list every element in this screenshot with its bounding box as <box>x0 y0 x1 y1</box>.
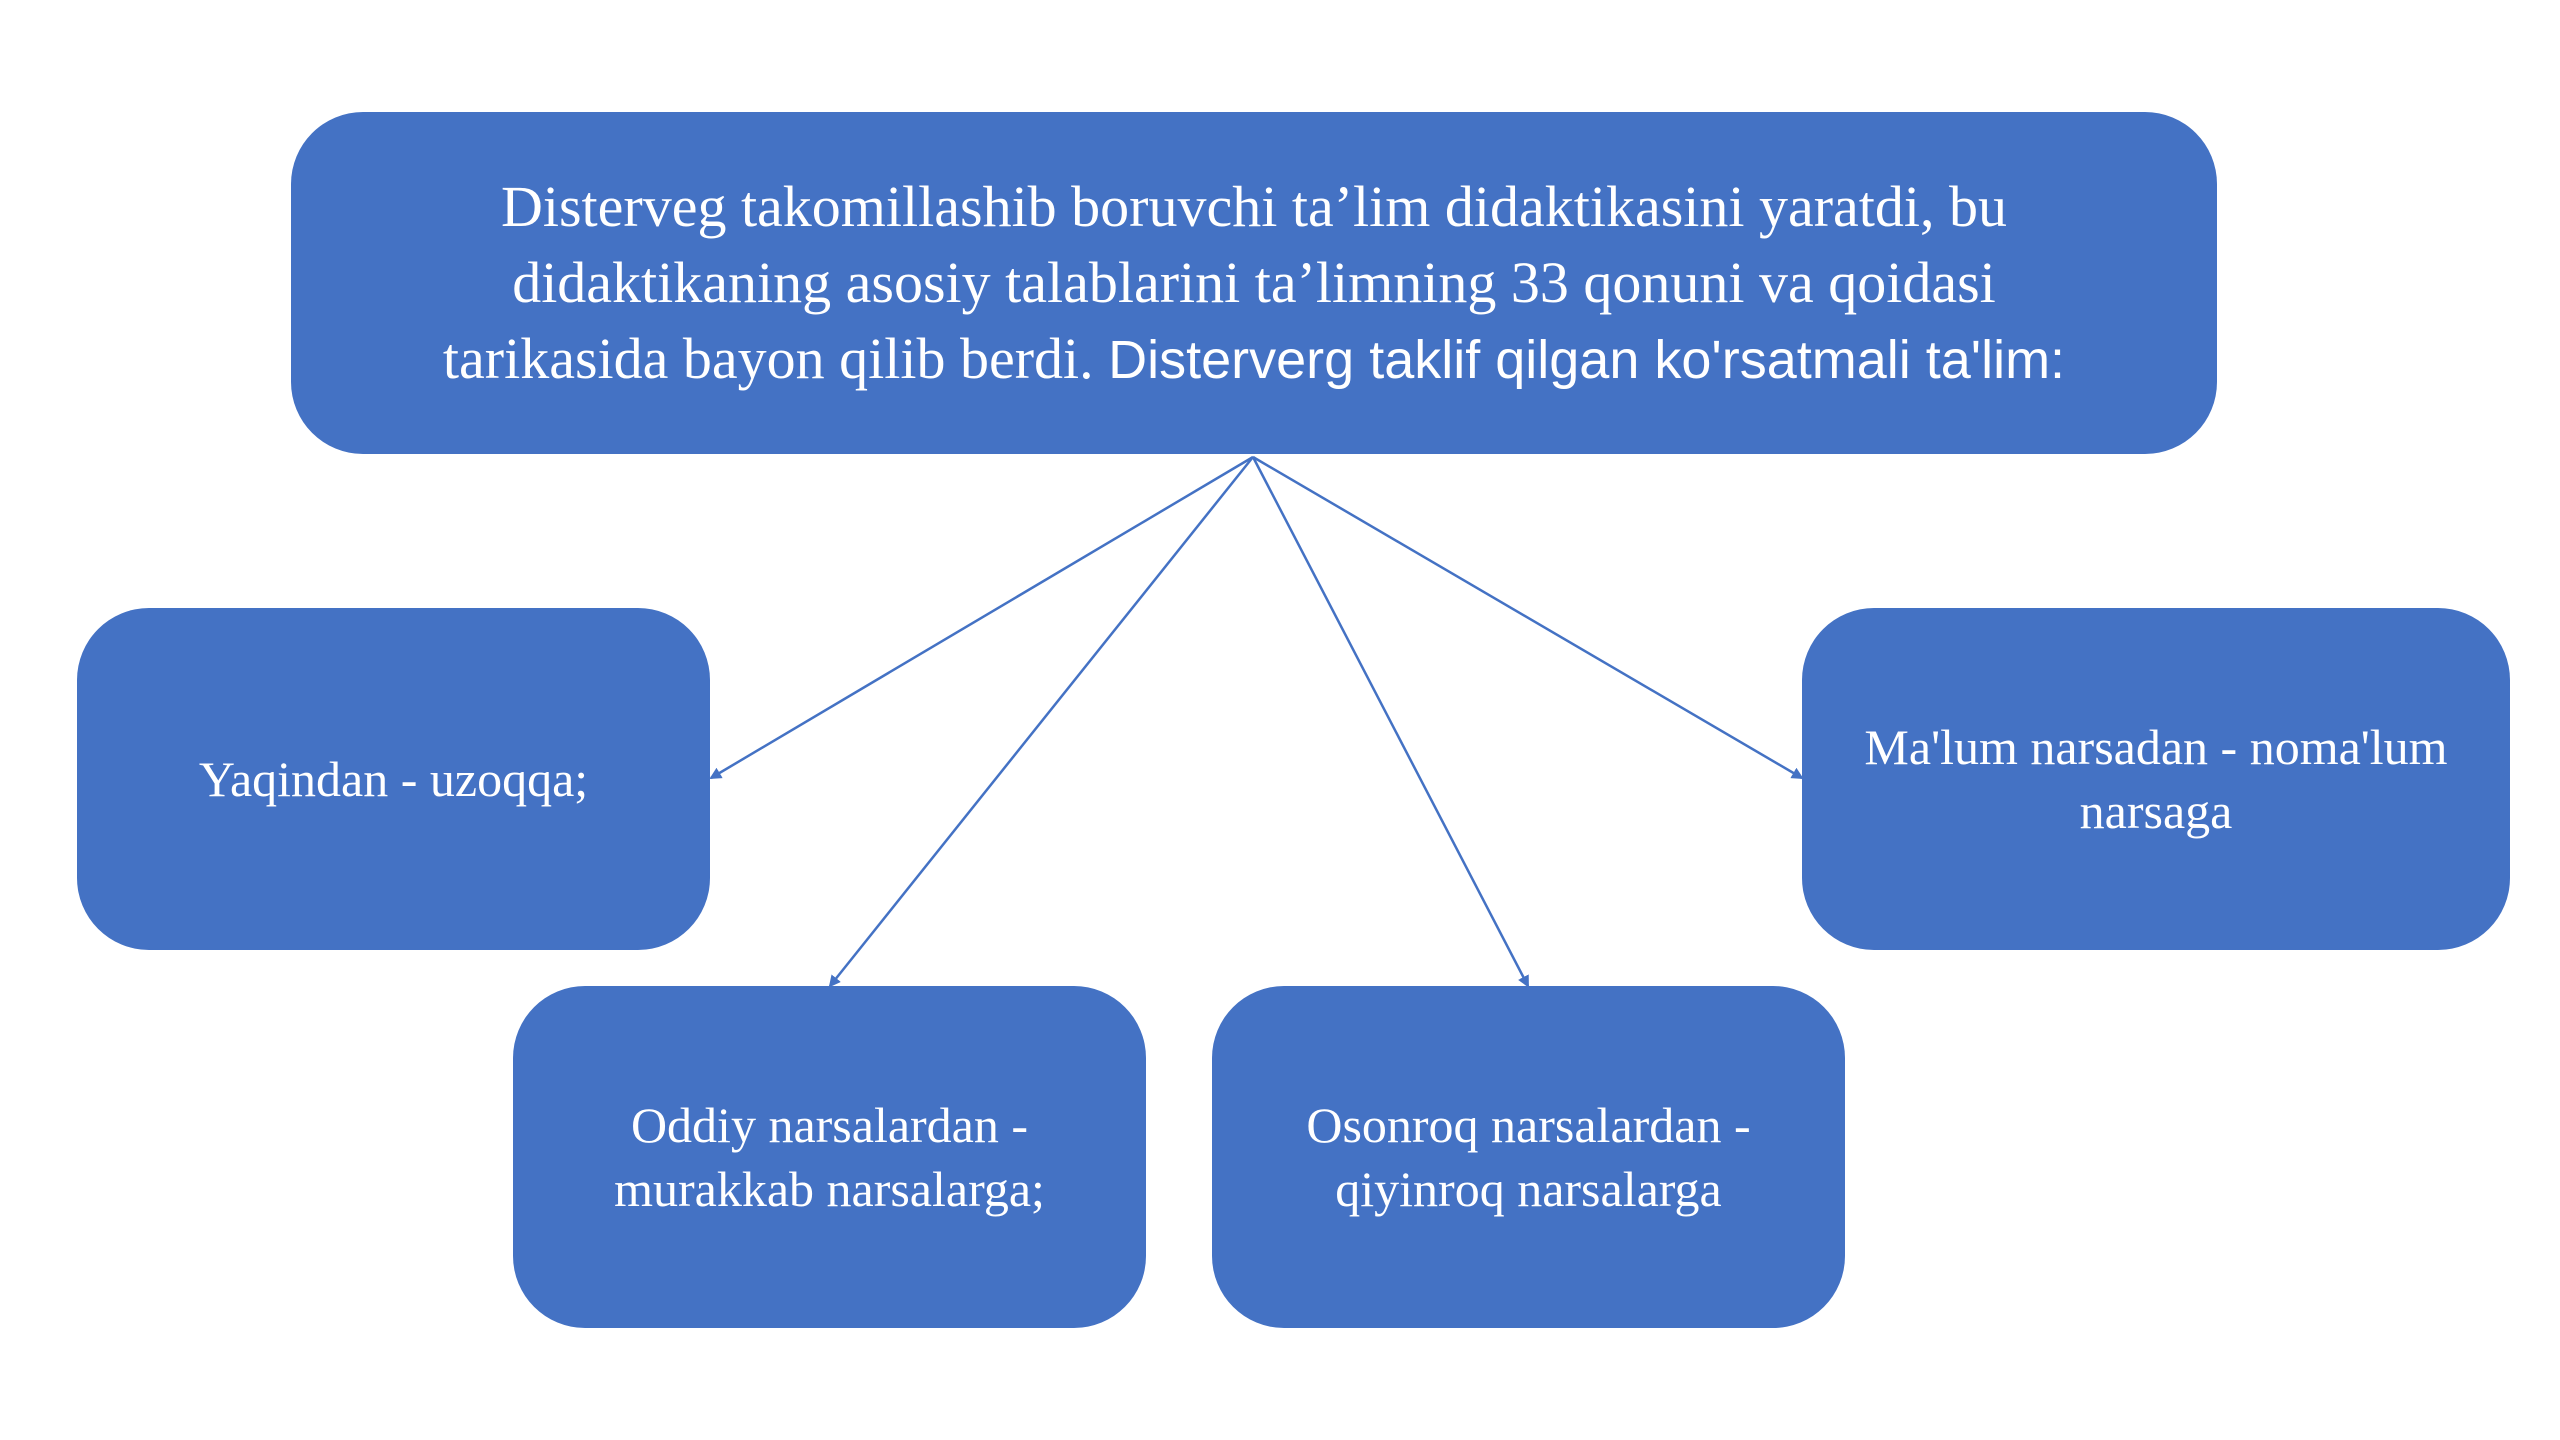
node-near-far-line-1: Yaqindan - uzoqqa; <box>198 751 589 807</box>
node-easy-hard-text <box>1306 1093 1750 1221</box>
node-known-unknown <box>1802 608 2510 950</box>
root-line-3-serif: tarikasida bayon qilib berdi. <box>442 325 1094 391</box>
node-known-unknown-line-2: narsaga <box>2079 783 2233 839</box>
root-line-2: didaktikaning asosiy talablarini ta’limning 33 qonuni va qoidasi <box>512 249 1996 315</box>
root-text <box>443 169 2065 398</box>
node-known-unknown-text <box>1864 715 2447 843</box>
arrow-to-easy-hard <box>1253 457 1528 986</box>
root-line-3 <box>443 321 2065 398</box>
node-near-far <box>77 608 710 950</box>
node-easy-hard-line-2: qiyinroq narsalarga <box>1335 1161 1722 1217</box>
node-easy-hard-line-1: Osonroq narsalardan - <box>1306 1097 1751 1153</box>
node-simple-complex <box>513 986 1146 1328</box>
arrow-to-known-unknown <box>1253 457 1802 778</box>
root-line-1: Disterveg takomillashib boruvchi ta’lim didaktikasini yaratdi, bu <box>500 173 2008 239</box>
node-known-unknown-line-1: Ma'lum narsadan - noma'lum <box>1864 719 2448 775</box>
root-node <box>291 112 2217 454</box>
arrow-to-near-far <box>711 457 1253 778</box>
node-simple-complex-line-1: Oddiy narsalardan - <box>630 1097 1029 1153</box>
root-line-3-sans: Disterverg taklif qilgan ko'rsatmali ta'lim: <box>1108 329 2066 390</box>
node-simple-complex-text <box>614 1093 1045 1221</box>
arrow-to-simple-complex <box>830 457 1253 986</box>
node-easy-hard <box>1212 986 1845 1328</box>
node-near-far-text <box>199 747 588 811</box>
node-simple-complex-line-2: murakkab narsalarga; <box>614 1161 1045 1217</box>
